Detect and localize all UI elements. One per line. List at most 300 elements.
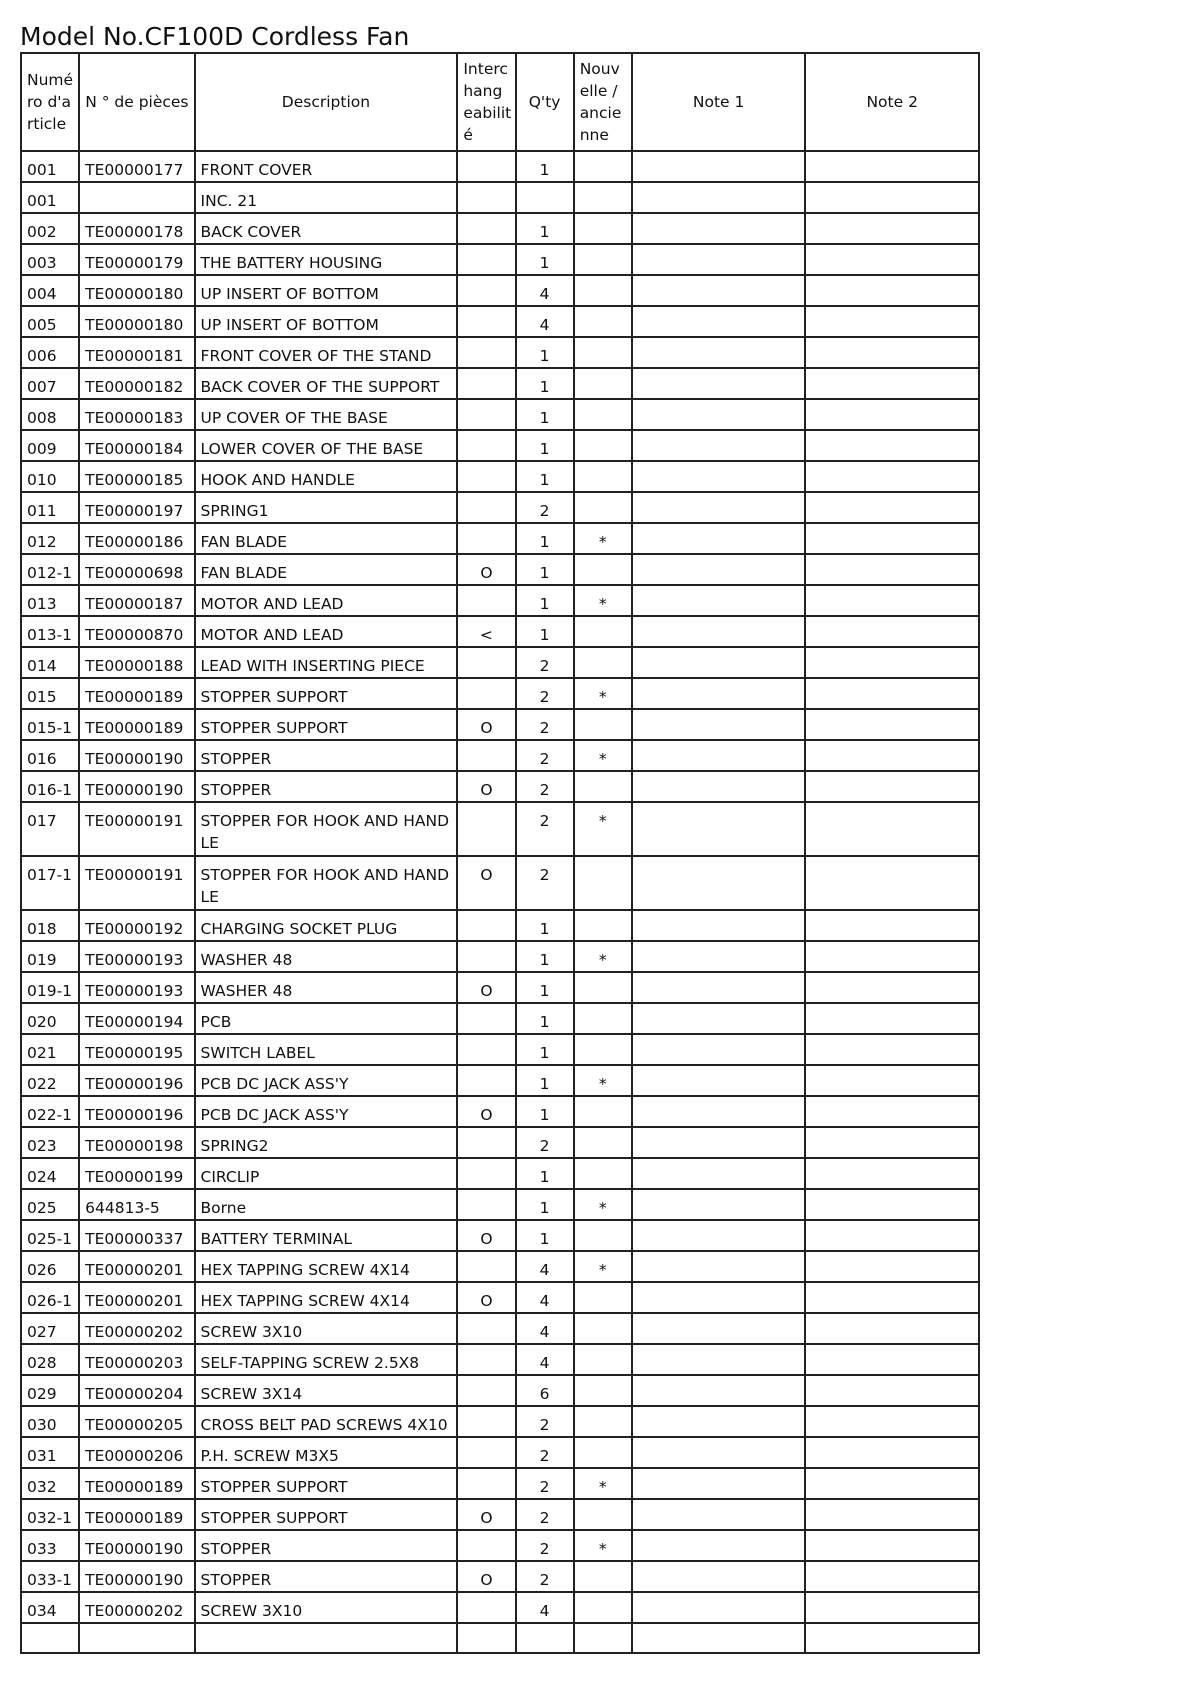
- cell-note-2: [805, 1437, 979, 1468]
- cell-note-2: [805, 856, 979, 910]
- cell-qty: 1: [516, 1189, 574, 1220]
- cell-item-no: 004: [21, 275, 79, 306]
- cell-new-old: [574, 771, 632, 802]
- table-row: [21, 430, 979, 461]
- cell-qty: 4: [516, 275, 574, 306]
- cell-note-1: [632, 1003, 806, 1034]
- header-row: [21, 53, 979, 151]
- cell-new-old: *: [574, 1065, 632, 1096]
- cell-note-1: [632, 554, 806, 585]
- cell-qty: 2: [516, 1530, 574, 1561]
- cell-note-1: [632, 182, 806, 213]
- cell-interchangeability: O: [457, 1220, 515, 1251]
- cell-new-old: [574, 399, 632, 430]
- cell-part-no: TE00000190: [79, 1561, 194, 1592]
- cell-part-no: TE00000193: [79, 972, 194, 1003]
- cell-interchangeability: O: [457, 1096, 515, 1127]
- cell-item-no: 033: [21, 1530, 79, 1561]
- table-row: [21, 1375, 979, 1406]
- cell-note-1: [632, 771, 806, 802]
- cell-qty: 1: [516, 461, 574, 492]
- header-new-old: Nouv elle / ancie nne: [574, 53, 632, 151]
- cell-note-2: [805, 399, 979, 430]
- cell-description: BACK COVER OF THE SUPPORT: [195, 368, 458, 399]
- table-row: [21, 585, 979, 616]
- cell-note-2: [805, 1375, 979, 1406]
- cell-new-old: [574, 1437, 632, 1468]
- cell-note-2: [805, 1623, 979, 1653]
- cell-new-old: [574, 244, 632, 275]
- cell-interchangeability: O: [457, 972, 515, 1003]
- cell-part-no: TE00000180: [79, 275, 194, 306]
- cell-qty: 1: [516, 554, 574, 585]
- cell-description: CROSS BELT PAD SCREWS 4X10: [195, 1406, 458, 1437]
- cell-note-1: [632, 585, 806, 616]
- cell-description: STOPPER SUPPORT: [195, 1499, 458, 1530]
- cell-qty: 1: [516, 213, 574, 244]
- cell-item-no: 018: [21, 910, 79, 941]
- cell-qty: 2: [516, 1437, 574, 1468]
- cell-note-2: [805, 1189, 979, 1220]
- cell-item-no: 033-1: [21, 1561, 79, 1592]
- cell-part-no: TE00000188: [79, 647, 194, 678]
- table-row: [21, 941, 979, 972]
- cell-part-no: [79, 1623, 194, 1653]
- cell-note-1: [632, 1406, 806, 1437]
- cell-new-old: [574, 1406, 632, 1437]
- cell-qty: 1: [516, 941, 574, 972]
- cell-new-old: *: [574, 740, 632, 771]
- table-row: [21, 910, 979, 941]
- cell-note-1: [632, 1158, 806, 1189]
- cell-part-no: TE00000186: [79, 523, 194, 554]
- cell-note-2: [805, 678, 979, 709]
- cell-part-no: TE00000187: [79, 585, 194, 616]
- cell-new-old: *: [574, 941, 632, 972]
- cell-note-2: [805, 1282, 979, 1313]
- cell-item-no: 017: [21, 802, 79, 856]
- cell-part-no: TE00000181: [79, 337, 194, 368]
- cell-item-no: 003: [21, 244, 79, 275]
- cell-interchangeability: O: [457, 771, 515, 802]
- cell-note-1: [632, 678, 806, 709]
- cell-qty: 1: [516, 1065, 574, 1096]
- cell-item-no: 011: [21, 492, 79, 523]
- cell-note-2: [805, 1468, 979, 1499]
- cell-qty: [516, 1623, 574, 1653]
- table-row: [21, 1189, 979, 1220]
- cell-item-no: 029: [21, 1375, 79, 1406]
- table-row: [21, 678, 979, 709]
- cell-new-old: [574, 1499, 632, 1530]
- cell-qty: 1: [516, 1158, 574, 1189]
- cell-note-2: [805, 1530, 979, 1561]
- cell-part-no: TE00000202: [79, 1313, 194, 1344]
- cell-new-old: [574, 1375, 632, 1406]
- table-row: [21, 1034, 979, 1065]
- table-row: [21, 554, 979, 585]
- cell-part-no: TE00000179: [79, 244, 194, 275]
- cell-qty: 4: [516, 306, 574, 337]
- cell-description: STOPPER SUPPORT: [195, 709, 458, 740]
- cell-item-no: 022-1: [21, 1096, 79, 1127]
- cell-part-no: TE00000180: [79, 306, 194, 337]
- header-note-2: Note 2: [805, 53, 979, 151]
- cell-description: PCB DC JACK ASS'Y: [195, 1096, 458, 1127]
- cell-note-2: [805, 337, 979, 368]
- table-row: [21, 244, 979, 275]
- cell-interchangeability: [457, 678, 515, 709]
- table-row: [21, 972, 979, 1003]
- table-row: [21, 1499, 979, 1530]
- cell-part-no: TE00000190: [79, 1530, 194, 1561]
- cell-new-old: [574, 1034, 632, 1065]
- cell-note-1: [632, 1034, 806, 1065]
- cell-item-no: 001: [21, 182, 79, 213]
- header-part-no: N ° de pièces: [79, 53, 194, 151]
- cell-interchangeability: [457, 492, 515, 523]
- cell-part-no: TE00000196: [79, 1096, 194, 1127]
- cell-qty: 1: [516, 616, 574, 647]
- table-row: [21, 337, 979, 368]
- cell-new-old: [574, 1096, 632, 1127]
- cell-note-2: [805, 941, 979, 972]
- cell-note-2: [805, 1499, 979, 1530]
- cell-qty: 4: [516, 1282, 574, 1313]
- cell-qty: 4: [516, 1313, 574, 1344]
- cell-interchangeability: [457, 585, 515, 616]
- header-description: Description: [195, 53, 458, 151]
- cell-qty: 1: [516, 430, 574, 461]
- cell-interchangeability: [457, 1127, 515, 1158]
- cell-interchangeability: [457, 941, 515, 972]
- cell-description: THE BATTERY HOUSING: [195, 244, 458, 275]
- cell-description: Borne: [195, 1189, 458, 1220]
- cell-interchangeability: [457, 151, 515, 182]
- cell-qty: 2: [516, 1561, 574, 1592]
- table-row: [21, 151, 979, 182]
- cell-new-old: [574, 182, 632, 213]
- table-row: [21, 1344, 979, 1375]
- cell-interchangeability: [457, 244, 515, 275]
- table-row: [21, 368, 979, 399]
- cell-note-2: [805, 616, 979, 647]
- cell-new-old: [574, 1282, 632, 1313]
- table-row: [21, 856, 979, 910]
- cell-interchangeability: [457, 306, 515, 337]
- cell-new-old: [574, 337, 632, 368]
- table-row: [21, 399, 979, 430]
- cell-item-no: 012: [21, 523, 79, 554]
- cell-part-no: TE00000193: [79, 941, 194, 972]
- cell-note-1: [632, 1375, 806, 1406]
- cell-qty: 2: [516, 771, 574, 802]
- cell-description: UP INSERT OF BOTTOM: [195, 306, 458, 337]
- cell-interchangeability: [457, 368, 515, 399]
- cell-item-no: 027: [21, 1313, 79, 1344]
- cell-note-1: [632, 306, 806, 337]
- cell-description: STOPPER: [195, 1530, 458, 1561]
- table-row: [21, 1003, 979, 1034]
- cell-interchangeability: [457, 647, 515, 678]
- table-row: [21, 647, 979, 678]
- cell-qty: 1: [516, 585, 574, 616]
- cell-part-no: [79, 182, 194, 213]
- cell-description: FRONT COVER: [195, 151, 458, 182]
- cell-note-2: [805, 1065, 979, 1096]
- cell-note-1: [632, 430, 806, 461]
- cell-qty: 2: [516, 647, 574, 678]
- table-row: [21, 616, 979, 647]
- table-row: [21, 1561, 979, 1592]
- cell-item-no: 022: [21, 1065, 79, 1096]
- cell-new-old: [574, 972, 632, 1003]
- cell-new-old: [574, 910, 632, 941]
- cell-note-1: [632, 1282, 806, 1313]
- cell-item-no: 015-1: [21, 709, 79, 740]
- cell-qty: 1: [516, 972, 574, 1003]
- cell-qty: 2: [516, 1499, 574, 1530]
- cell-item-no: 002: [21, 213, 79, 244]
- table-row: [21, 461, 979, 492]
- cell-new-old: [574, 647, 632, 678]
- cell-part-no: TE00000191: [79, 856, 194, 910]
- cell-note-1: [632, 337, 806, 368]
- cell-part-no: TE00000185: [79, 461, 194, 492]
- cell-item-no: 026-1: [21, 1282, 79, 1313]
- cell-note-2: [805, 151, 979, 182]
- table-row: [21, 1158, 979, 1189]
- cell-qty: 6: [516, 1375, 574, 1406]
- cell-note-1: [632, 1499, 806, 1530]
- cell-item-no: 005: [21, 306, 79, 337]
- cell-note-2: [805, 182, 979, 213]
- cell-note-2: [805, 306, 979, 337]
- cell-description: MOTOR AND LEAD: [195, 616, 458, 647]
- cell-interchangeability: O: [457, 1561, 515, 1592]
- cell-part-no: TE00000191: [79, 802, 194, 856]
- cell-description: FAN BLADE: [195, 523, 458, 554]
- table-row: [21, 1623, 979, 1653]
- cell-note-1: [632, 1251, 806, 1282]
- cell-qty: 1: [516, 910, 574, 941]
- cell-part-no: TE00000178: [79, 213, 194, 244]
- cell-description: SPRING2: [195, 1127, 458, 1158]
- cell-new-old: *: [574, 802, 632, 856]
- cell-note-1: [632, 941, 806, 972]
- cell-note-1: [632, 1189, 806, 1220]
- cell-new-old: [574, 709, 632, 740]
- cell-qty: [516, 182, 574, 213]
- cell-part-no: TE00000206: [79, 1437, 194, 1468]
- cell-note-2: [805, 1344, 979, 1375]
- cell-interchangeability: [457, 1375, 515, 1406]
- cell-interchangeability: [457, 910, 515, 941]
- cell-interchangeability: [457, 213, 515, 244]
- cell-new-old: [574, 1313, 632, 1344]
- cell-description: SWITCH LABEL: [195, 1034, 458, 1065]
- cell-description: MOTOR AND LEAD: [195, 585, 458, 616]
- cell-note-2: [805, 1220, 979, 1251]
- cell-description: BATTERY TERMINAL: [195, 1220, 458, 1251]
- cell-description: STOPPER: [195, 771, 458, 802]
- cell-note-1: [632, 523, 806, 554]
- cell-description: STOPPER: [195, 1561, 458, 1592]
- cell-note-2: [805, 275, 979, 306]
- cell-interchangeability: [457, 1592, 515, 1623]
- cell-new-old: [574, 306, 632, 337]
- cell-new-old: [574, 1592, 632, 1623]
- cell-note-2: [805, 430, 979, 461]
- cell-note-2: [805, 647, 979, 678]
- table-row: [21, 1468, 979, 1499]
- cell-interchangeability: O: [457, 1499, 515, 1530]
- cell-part-no: TE00000205: [79, 1406, 194, 1437]
- cell-part-no: TE00000189: [79, 1468, 194, 1499]
- cell-note-1: [632, 1623, 806, 1653]
- cell-qty: 2: [516, 1406, 574, 1437]
- cell-note-2: [805, 1561, 979, 1592]
- cell-interchangeability: [457, 1313, 515, 1344]
- cell-description: STOPPER FOR HOOK AND HAND LE: [195, 802, 458, 856]
- cell-new-old: [574, 1344, 632, 1375]
- cell-qty: 4: [516, 1251, 574, 1282]
- cell-description: CHARGING SOCKET PLUG: [195, 910, 458, 941]
- cell-interchangeability: [457, 740, 515, 771]
- cell-description: HEX TAPPING SCREW 4X14: [195, 1282, 458, 1313]
- cell-description: SELF-TAPPING SCREW 2.5X8: [195, 1344, 458, 1375]
- cell-qty: 1: [516, 337, 574, 368]
- parts-table-body: [21, 151, 979, 1653]
- table-row: [21, 1065, 979, 1096]
- cell-item-no: [21, 1623, 79, 1653]
- cell-note-1: [632, 461, 806, 492]
- cell-new-old: *: [574, 1189, 632, 1220]
- cell-interchangeability: [457, 1065, 515, 1096]
- table-row: [21, 1530, 979, 1561]
- cell-interchangeability: O: [457, 1282, 515, 1313]
- cell-note-2: [805, 1096, 979, 1127]
- cell-item-no: 008: [21, 399, 79, 430]
- cell-interchangeability: [457, 1158, 515, 1189]
- cell-new-old: [574, 554, 632, 585]
- cell-note-1: [632, 1220, 806, 1251]
- cell-item-no: 026: [21, 1251, 79, 1282]
- cell-description: PCB: [195, 1003, 458, 1034]
- table-row: [21, 740, 979, 771]
- cell-item-no: 028: [21, 1344, 79, 1375]
- cell-note-1: [632, 1065, 806, 1096]
- table-row: [21, 1437, 979, 1468]
- cell-part-no: TE00000870: [79, 616, 194, 647]
- cell-new-old: [574, 213, 632, 244]
- cell-note-1: [632, 1561, 806, 1592]
- cell-item-no: 019-1: [21, 972, 79, 1003]
- cell-note-2: [805, 1406, 979, 1437]
- header-item-no: Numé ro d'a rticle: [21, 53, 79, 151]
- cell-interchangeability: [457, 337, 515, 368]
- cell-note-2: [805, 368, 979, 399]
- table-row: [21, 709, 979, 740]
- cell-note-1: [632, 802, 806, 856]
- cell-interchangeability: O: [457, 554, 515, 585]
- cell-note-2: [805, 709, 979, 740]
- cell-description: WASHER 48: [195, 972, 458, 1003]
- cell-new-old: *: [574, 678, 632, 709]
- cell-note-1: [632, 368, 806, 399]
- cell-part-no: TE00000183: [79, 399, 194, 430]
- cell-qty: 2: [516, 1127, 574, 1158]
- cell-interchangeability: <: [457, 616, 515, 647]
- cell-note-1: [632, 616, 806, 647]
- cell-interchangeability: [457, 1437, 515, 1468]
- cell-part-no: TE00000189: [79, 1499, 194, 1530]
- cell-qty: 1: [516, 1003, 574, 1034]
- cell-note-2: [805, 1313, 979, 1344]
- cell-part-no: TE00000199: [79, 1158, 194, 1189]
- cell-part-no: TE00000201: [79, 1251, 194, 1282]
- cell-part-no: TE00000189: [79, 678, 194, 709]
- cell-note-2: [805, 523, 979, 554]
- cell-item-no: 013: [21, 585, 79, 616]
- cell-qty: 1: [516, 244, 574, 275]
- cell-note-1: [632, 399, 806, 430]
- cell-note-1: [632, 151, 806, 182]
- cell-description: HEX TAPPING SCREW 4X14: [195, 1251, 458, 1282]
- cell-note-1: [632, 1530, 806, 1561]
- header-note-1: Note 1: [632, 53, 806, 151]
- cell-item-no: 023: [21, 1127, 79, 1158]
- cell-item-no: 016-1: [21, 771, 79, 802]
- cell-part-no: TE00000189: [79, 709, 194, 740]
- cell-qty: 2: [516, 802, 574, 856]
- cell-note-2: [805, 492, 979, 523]
- cell-item-no: 032-1: [21, 1499, 79, 1530]
- cell-note-1: [632, 647, 806, 678]
- cell-note-2: [805, 213, 979, 244]
- cell-interchangeability: [457, 275, 515, 306]
- cell-part-no: TE00000190: [79, 740, 194, 771]
- cell-note-1: [632, 1096, 806, 1127]
- cell-note-2: [805, 740, 979, 771]
- cell-item-no: 025: [21, 1189, 79, 1220]
- cell-description: PCB DC JACK ASS'Y: [195, 1065, 458, 1096]
- table-row: [21, 275, 979, 306]
- cell-part-no: TE00000337: [79, 1220, 194, 1251]
- cell-note-1: [632, 244, 806, 275]
- cell-new-old: [574, 368, 632, 399]
- cell-part-no: TE00000203: [79, 1344, 194, 1375]
- cell-item-no: 025-1: [21, 1220, 79, 1251]
- cell-part-no: TE00000197: [79, 492, 194, 523]
- cell-note-1: [632, 1468, 806, 1499]
- cell-description: SCREW 3X10: [195, 1313, 458, 1344]
- table-row: [21, 182, 979, 213]
- cell-item-no: 010: [21, 461, 79, 492]
- cell-item-no: 034: [21, 1592, 79, 1623]
- cell-note-2: [805, 1251, 979, 1282]
- cell-note-1: [632, 213, 806, 244]
- cell-item-no: 001: [21, 151, 79, 182]
- table-row: [21, 492, 979, 523]
- cell-item-no: 015: [21, 678, 79, 709]
- cell-interchangeability: [457, 1530, 515, 1561]
- table-row: [21, 802, 979, 856]
- cell-new-old: [574, 1003, 632, 1034]
- table-row: [21, 1592, 979, 1623]
- cell-note-1: [632, 1344, 806, 1375]
- cell-qty: 2: [516, 1468, 574, 1499]
